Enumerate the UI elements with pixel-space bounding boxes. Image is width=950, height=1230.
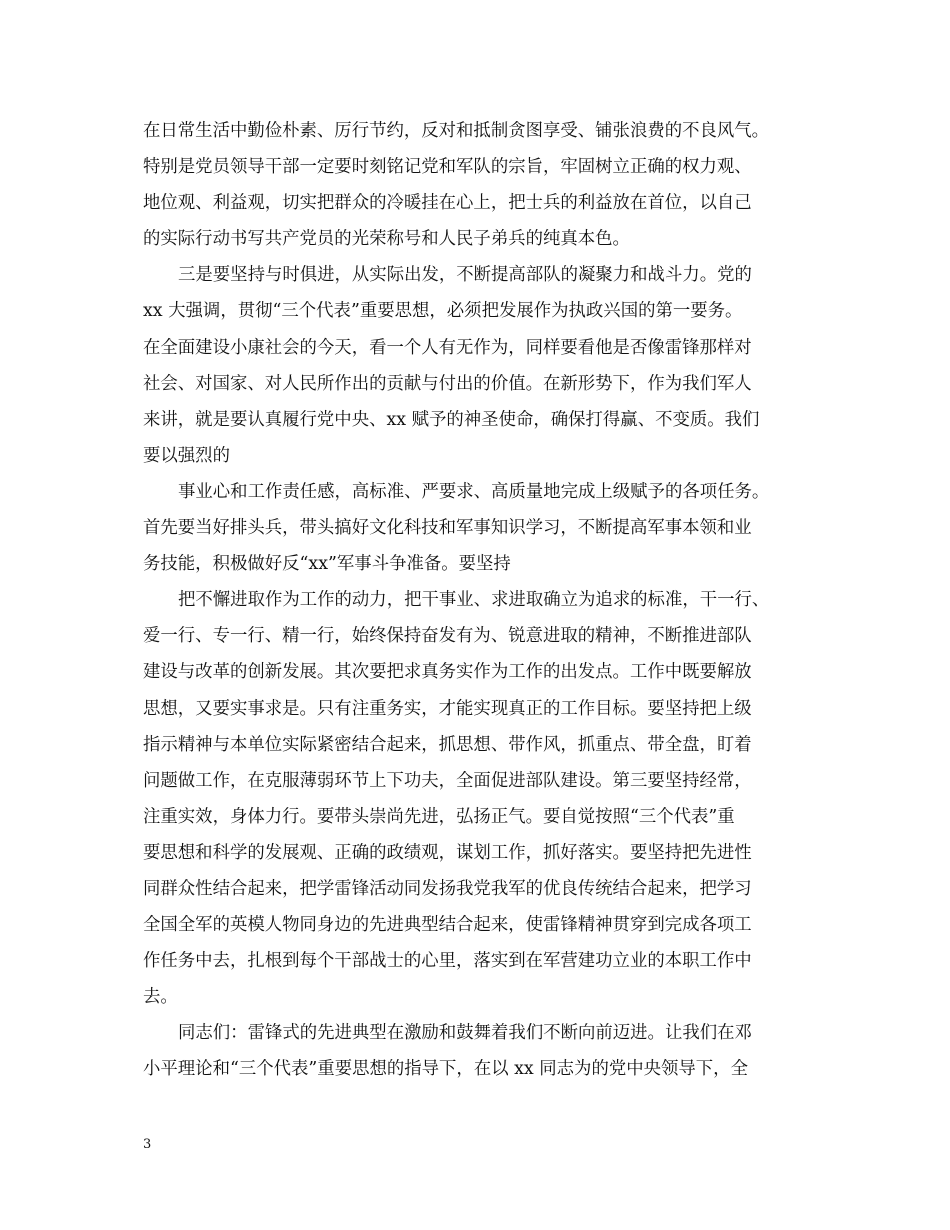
paragraph-first-line: 把不懈进取作为工作的动力，把干事业、求进取确立为追求的标准，干一行、	[178, 590, 770, 611]
paragraph-first-line: 三是要坚持与时俱进，从实际出发，不断提高部队的凝聚力和战斗力。党的	[178, 265, 752, 286]
text-line: 问题做工作，在克服薄弱环节上下功夫，全面促进部队建设。第三要坚持经常，	[143, 770, 752, 791]
text-line: 建设与改革的创新发展。其次要把求真务实作为工作的出发点。工作中既要解放	[143, 662, 752, 683]
page-number: 3	[143, 1137, 152, 1152]
text-line: 务技能，积极做好反“xx”军事斗争准备。要坚持	[143, 554, 511, 575]
text-line: 在日常生活中勤俭朴素、厉行节约，反对和抵制贪图享受、铺张浪费的不良风气。	[143, 121, 770, 141]
text-line: 爱一行、专一行、精一行，始终保持奋发有为、锐意进取的精神，不断推进部队	[143, 626, 752, 647]
text-line: 指示精神与本单位实际紧密结合起来，抓思想、带作风，抓重点、带全盘，盯着	[143, 734, 752, 755]
text-line: 地位观、利益观，切实把群众的冷暖挂在心上，把士兵的利益放在首位，以自己	[143, 193, 752, 214]
text-line: 小平理论和“三个代表”重要思想的指导下，在以 xx 同志为的党中央领导下，全	[143, 1059, 748, 1080]
text-line: 在全面建设小康社会的今天，看一个人有无作为，同样要看他是否像雷锋那样对	[143, 337, 752, 358]
text-line: xx 大强调，贯彻“三个代表”重要思想，必须把发展作为执政兴国的第一要务。	[143, 301, 743, 322]
text-line: 首先要当好排头兵，带头搞好文化科技和军事知识学习，不断提高军事本领和业	[143, 518, 752, 539]
text-line: 来讲，就是要认真履行党中央、xx 赋予的神圣使命，确保打得赢、不变质。我们	[143, 409, 760, 430]
paragraph-first-line: 同志们：雷锋式的先进典型在激励和鼓舞着我们不断向前迈进。让我们在邓	[178, 1023, 752, 1044]
text-line: 全国全军的英模人物同身边的先进典型结合起来，使雷锋精神贯穿到完成各项工	[143, 915, 752, 936]
text-line: 要以强烈的	[143, 445, 230, 466]
text-line: 思想，又要实事求是。只有注重务实，才能实现真正的工作目标。要坚持把上级	[143, 698, 752, 719]
text-line: 同群众性结合起来，把学雷锋活动同发扬我党我军的优良传统结合起来，把学习	[143, 878, 752, 899]
text-line: 的实际行动书写共产党员的光荣称号和人民子弟兵的纯真本色。	[143, 229, 630, 250]
text-line: 要思想和科学的发展观、正确的政绩观，谋划工作，抓好落实。要坚持把先进性	[143, 842, 752, 863]
body-text	[143, 113, 815, 1088]
text-line: 作任务中去，扎根到每个干部战士的心里，落实到在军营建功立业的本职工作中	[143, 951, 752, 972]
text-line: 注重实效，身体力行。要带头崇尚先进，弘扬正气。要自觉按照“三个代表”重	[143, 806, 735, 827]
text-line: 特别是党员领导干部一定要时刻铭记党和军队的宗旨，牢固树立正确的权力观、	[143, 157, 752, 178]
paragraph-first-line: 事业心和工作责任感，高标准、严要求、高质量地完成上级赋予的各项任务。	[178, 481, 770, 502]
text-line: 去。	[143, 987, 178, 1008]
text-line: 社会、对国家、对人民所作出的贡献与付出的价值。在新形势下，作为我们军人	[143, 373, 752, 394]
